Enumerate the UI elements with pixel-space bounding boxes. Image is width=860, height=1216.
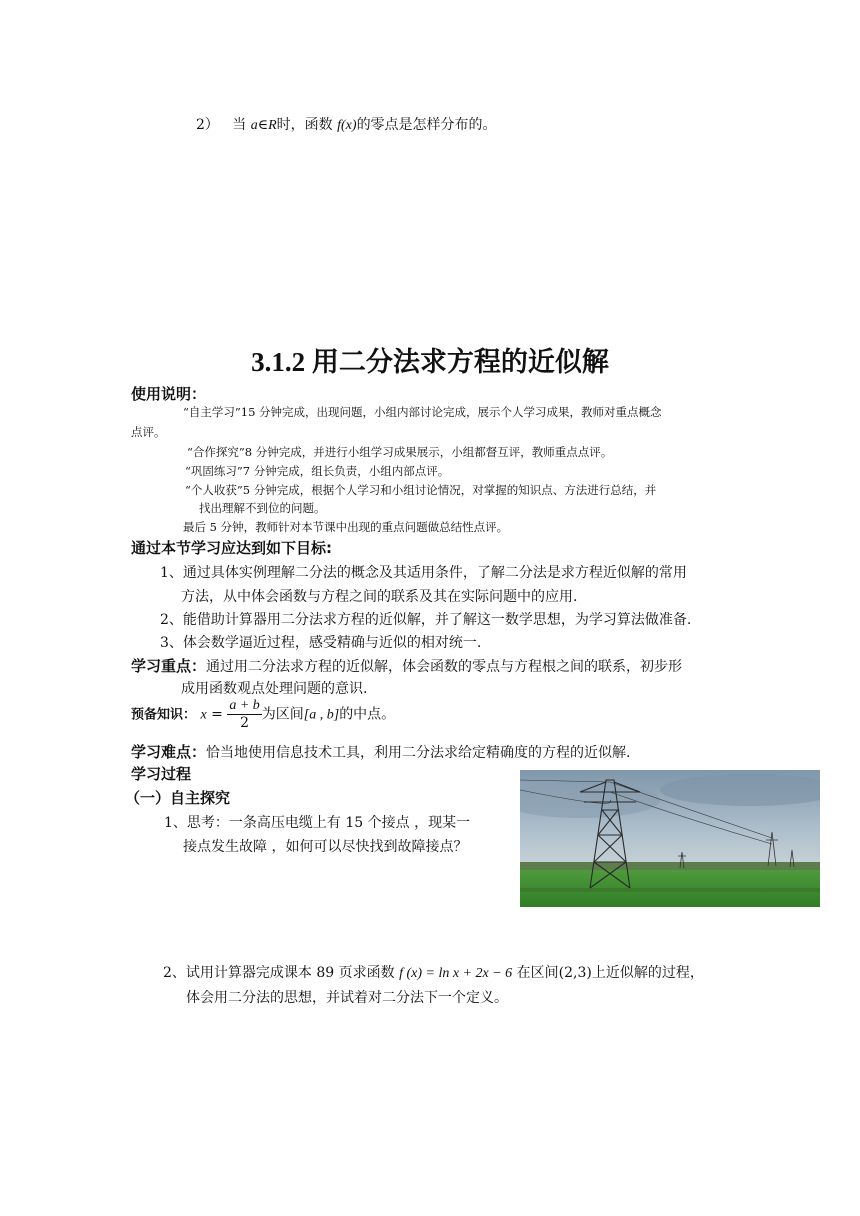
key-point <box>131 655 682 676</box>
power-tower-photo <box>520 770 820 907</box>
math-f: f <box>337 118 342 133</box>
usage-line: “自主学习”15 分钟完成，出现问题，小组内部讨论完成，展示个人学习成果，教师对重点概念 <box>183 405 662 419</box>
text: 的中点。 <box>339 706 396 723</box>
math-a: a <box>250 118 258 133</box>
text: 的零点是怎样分布的。 <box>356 117 497 133</box>
key-point-text: 通过用二分法求方程的近似解，体会函数的零点与方程根之间的联系，初步形 <box>206 659 683 675</box>
math-in: ∈ <box>257 117 269 133</box>
text: 2、试用计算器完成课本 89 页求函数 <box>163 965 395 981</box>
prep-knowledge <box>131 697 395 732</box>
usage-line: 最后 5 分钟，教师针对本节课中出现的重点问题做总结性点评。 <box>183 520 509 534</box>
math-x: x <box>200 707 207 723</box>
math-x: (x) <box>341 118 357 133</box>
fraction-denominator: 2 <box>240 715 250 731</box>
text: 时，函数 <box>276 117 333 133</box>
key-point-cont: 成用函数观点处理问题的意识. <box>181 681 368 697</box>
text: 当 <box>232 117 247 133</box>
question-1-line-1: 1、思考：一条高压电缆上有 15 个接点 ，现某一 <box>164 815 471 831</box>
usage-line: “个人收获”5 分钟完成，根据个人学习和小组讨论情况，对掌握的知识点、方法进行总结，并 <box>185 483 657 497</box>
math-R: R <box>268 118 277 133</box>
usage-line: “合作探究”8 分钟完成，并进行小组学习成果展示，小组都督互评，教师重点点评。 <box>187 445 613 459</box>
process-subheading: （一）自主探究 <box>125 789 231 807</box>
question-number: 2） <box>196 117 219 133</box>
prep-label: 预备知识： <box>131 707 197 723</box>
goal-item: 方法，从中体会函数与方程之间的联系及其在实际问题中的应用. <box>181 589 578 605</box>
goal-item: 3、体会数学逼近过程，感受精确与近似的相对统一. <box>160 635 482 651</box>
usage-line: 找出理解不到位的问题。 <box>199 501 326 515</box>
process-heading: 学习过程 <box>131 765 192 783</box>
page-title: 3.1.2 用二分法求方程的近似解 <box>251 347 609 377</box>
question-1-line-2: 接点发生故障 ，如何可以尽快找到故障接点？ <box>183 839 468 855</box>
text: 为区间 <box>261 706 304 723</box>
question-2-line-1 <box>163 962 704 982</box>
difficulty-text: 恰当地使用信息技术工具，利用二分法求给定精确度的方程的近似解. <box>206 745 631 761</box>
question-2-line-2: 体会用二分法的思想，并试着对二分法下一个定义。 <box>186 990 508 1006</box>
math-function: f (x) = ln x + 2x − 6 <box>399 966 513 981</box>
math-eq: = <box>211 706 223 723</box>
goals-heading: 通过本节学习应达到如下目标: <box>131 539 332 557</box>
fraction-numerator: a + b <box>229 698 260 713</box>
fraction <box>227 697 261 732</box>
usage-line: “巩固练习”7 分钟完成，组长负责，小组内部点评。 <box>185 464 450 478</box>
text: 在区间(2,3)上近似解的过程， <box>516 965 704 981</box>
math-interval: [a , b] <box>303 707 340 723</box>
usage-line: 点评。 <box>131 425 166 439</box>
difficulty <box>131 741 630 762</box>
goal-item: 1、通过具体实例理解二分法的概念及其适用条件，了解二分法是求方程近似解的常用 <box>160 565 687 581</box>
usage-heading: 使用说明： <box>131 385 207 403</box>
difficulty-label: 学习难点： <box>131 743 207 761</box>
key-point-label: 学习重点： <box>131 657 207 675</box>
goal-item: 2、能借助计算器用二分法求方程的近似解，并了解这一数学思想，为学习算法做准备. <box>160 612 692 628</box>
question-2 <box>196 114 497 134</box>
